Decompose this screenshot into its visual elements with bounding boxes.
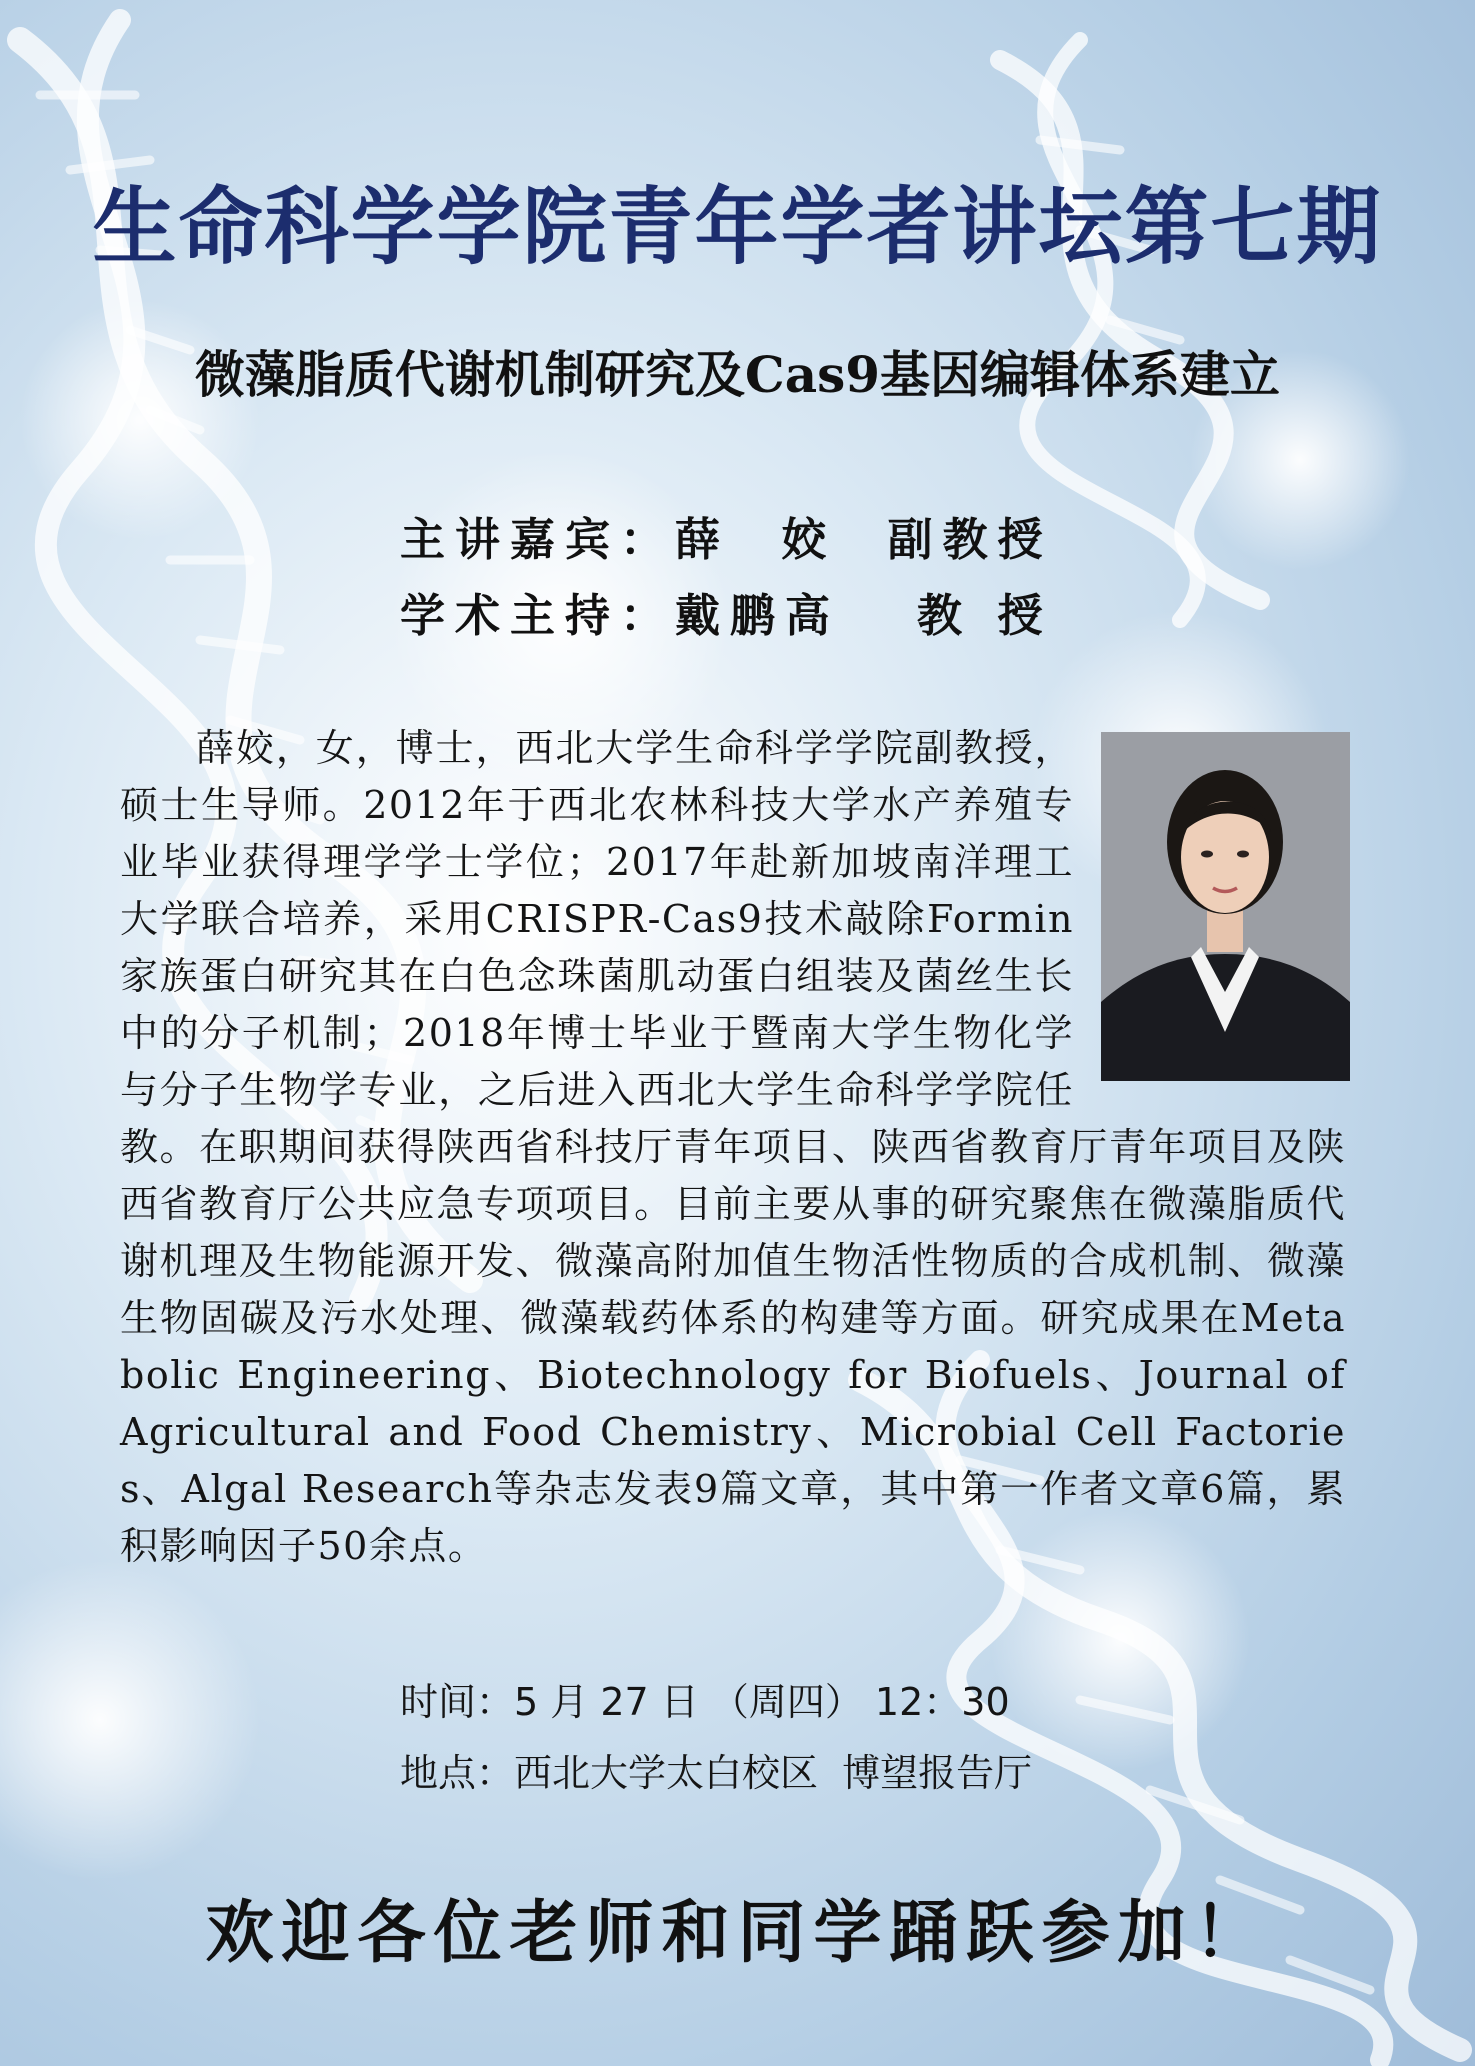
welcome-message: 欢迎各位老师和同学踊跃参加！ (205, 1893, 1270, 1973)
lecture-subtitle: 微藻脂质代谢机制研究及Cas9基因编辑体系建立 (194, 345, 1281, 404)
speaker-biography (120, 720, 1346, 1575)
photo-spacer (1074, 720, 1346, 1105)
biography-text: 薛姣，女，博士，西北大学生命科学学院副教授，硕士生导师。2012年于西北农林科技大学水产养殖专业毕业获得理学学士学位；2017年赴新加坡南洋理工大学联合培养，采用CRISPR-Cas9技术敲除Formin家族蛋白研究其在白色念珠菌肌动蛋白组装及菌丝生长中的分子机制；2018年博士毕业于暨南大学生物化学与分子生物学专业，之后进入西北大学生命科学学院任教。在职期间获得陕西省科技厅青年项目、陕西省教育厅青年项目及陕西省教育厅公共应急专项项目。目前主要从事的研究聚焦在微藻脂质代谢机理及生物能源开发、微藻高附加值生物活性物质的合成机制、微藻生物固碳及污水处理、微藻载药体系的构建等方面。研究成果在Metabolic Engineering、Biotechnology for Biofuels、Journal of Agricultural and Food Chemistry、Microbial Cell Factories、Algal Research等杂志发表9篇文章，其中第一作者文章6篇，累积影响因子50余点。 (120, 726, 1346, 1568)
event-location: 地点：西北大学太白校区 博望报告厅 (400, 1751, 1033, 1795)
speaker-line: 主讲嘉宾：薛 姣 副教授 (400, 513, 1053, 566)
host-line: 学术主持：戴鹏高 教 授 (400, 589, 1053, 642)
page-title: 生命科学学院青年学者讲坛第七期 (92, 178, 1383, 276)
event-time: 时间：5 月 27 日 （周四） 12：30 (400, 1680, 1010, 1724)
